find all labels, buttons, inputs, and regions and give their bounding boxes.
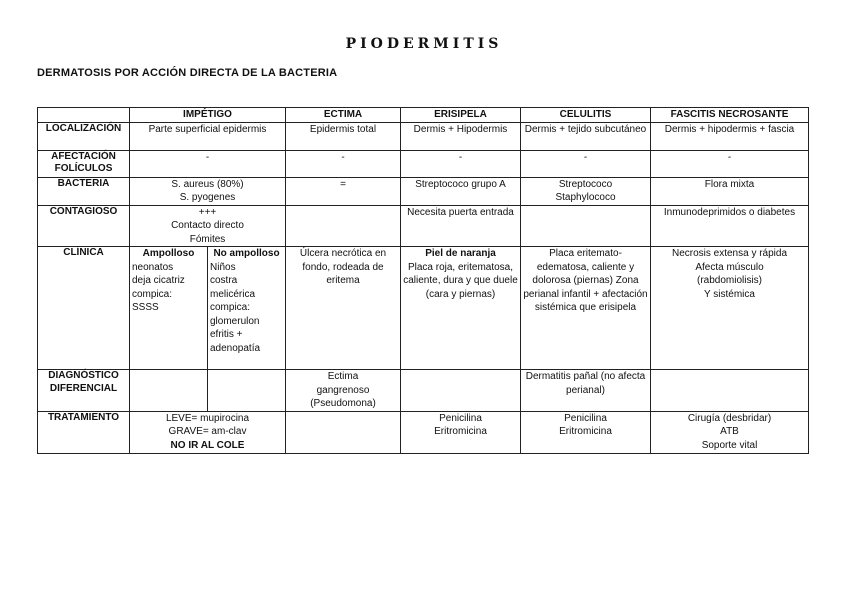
cell-contagioso-impetigo (130, 205, 286, 247)
diagnostico-ectima-line: (Pseudomona) (310, 398, 376, 409)
cell-afectacion-impetigo: - (130, 150, 286, 177)
cell-tratamiento-impetigo (130, 411, 286, 453)
row-contagioso (38, 205, 809, 247)
row-label-clinica: CLÍNICA (38, 247, 130, 370)
clinica-no-ampolloso-line: adenopatía (210, 342, 261, 354)
cell-localizacion-erisipela: Dermis + Hipodermis (401, 122, 521, 150)
cell-diagnostico-impetigo-b (208, 370, 286, 412)
cell-bacteria-celulitis (521, 177, 651, 205)
clinica-ampolloso-line: neonatos (132, 261, 174, 273)
row-bacteria (38, 177, 809, 205)
clinica-ampolloso-line: compica: (132, 288, 173, 300)
cell-afectacion-erisipela: - (401, 150, 521, 177)
clinica-ampolloso-title: Ampolloso (142, 248, 195, 259)
col-header-ectima: ECTIMA (286, 108, 401, 123)
clinica-fascitis-line: (rabdomiolisis) (696, 275, 762, 286)
clinica-ampolloso-line: deja cicatriz (132, 275, 185, 286)
cell-contagioso-fascitis: Inmunodeprimidos o diabetes (651, 205, 809, 247)
bacteria-impetigo-line: S. aureus (80%) (171, 178, 244, 190)
tratamiento-impetigo-line: LEVE= mupirocina (165, 412, 250, 424)
tratamiento-fascitis-line: Cirugía (desbridar) (687, 412, 772, 424)
clinica-no-ampolloso-line: costra (210, 275, 238, 286)
clinica-erisipela-text: Placa roja, eritematosa, caliente, dura y que duele (403, 261, 518, 286)
row-label-afectacion: AFECTACIÓN FOLÍCULOS (38, 150, 130, 177)
contagioso-impetigo-line: Contacto directo (171, 220, 244, 231)
clinica-ampolloso-line: SSSS (132, 302, 159, 313)
clinica-no-ampolloso-line: compica: (210, 302, 251, 313)
cell-diagnostico-fascitis (651, 370, 809, 412)
col-header-celulitis: CELULITIS (521, 108, 651, 123)
cell-bacteria-impetigo (130, 177, 286, 205)
cell-contagioso-ectima (286, 205, 401, 247)
cell-tratamiento-ectima (286, 411, 401, 453)
cell-contagioso-celulitis (521, 205, 651, 247)
col-header-fascitis: FASCITIS NECROSANTE (651, 108, 809, 123)
cell-clinica-fascitis (651, 247, 809, 370)
cell-tratamiento-fascitis (651, 411, 809, 453)
page-title: PIODERMITIS (345, 36, 503, 52)
tratamiento-erisipela-line: Eritromicina (434, 426, 487, 437)
clinica-fascitis-line: Afecta músculo (695, 261, 764, 273)
clinica-no-ampolloso-line: efritis + (210, 329, 243, 340)
cell-tratamiento-celulitis (521, 411, 651, 453)
clinica-no-ampolloso-title: No ampolloso (213, 248, 280, 259)
row-diagnostico (38, 370, 809, 412)
row-label-diagnostico: DIAGNÓSTICO DIFERENCIAL (38, 370, 130, 412)
row-label-contagioso: CONTAGIOSO (38, 205, 130, 247)
cell-diagnostico-celulitis: Dermatitis pañal (no afecta perianal) (521, 370, 651, 412)
cell-localizacion-ectima: Epidermis total (286, 122, 401, 150)
clinica-no-ampolloso-line: Niños (210, 261, 236, 273)
corner-cell (38, 108, 130, 123)
cell-contagioso-erisipela: Necesita puerta entrada (401, 205, 521, 247)
cell-clinica-erisipela (401, 247, 521, 370)
cell-clinica-impetigo-ampolloso (130, 247, 208, 370)
cell-diagnostico-ectima (286, 370, 401, 412)
cell-bacteria-fascitis: Flora mixta (651, 177, 809, 205)
clinica-erisipela-extra: (cara y piernas) (425, 288, 496, 300)
cell-afectacion-fascitis: - (651, 150, 809, 177)
cell-localizacion-impetigo: Parte superficial epidermis (130, 122, 286, 150)
cell-diagnostico-erisipela (401, 370, 521, 412)
contagioso-impetigo-line: Fómites (189, 233, 226, 245)
page-subtitle: DERMATOSIS POR ACCIÓN DIRECTA DE LA BACTERIA (37, 67, 338, 79)
cell-clinica-ectima: Úlcera necrótica en fondo, rodeada de eritema (286, 247, 401, 370)
clinica-fascitis-line: Y sistémica (704, 288, 755, 300)
col-header-erisipela: ERISIPELA (401, 108, 521, 123)
cell-bacteria-ectima: = (286, 177, 401, 205)
row-label-bacteria: BACTERIA (38, 177, 130, 205)
row-clinica (38, 247, 809, 370)
cell-localizacion-celulitis: Dermis + tejido subcutáneo (521, 122, 651, 150)
row-localizacion (38, 122, 809, 150)
tratamiento-celulitis-line: Eritromicina (559, 426, 612, 437)
clinica-fascitis-line: Necrosis extensa y rápida (671, 248, 788, 259)
diagnostico-ectima-line: Ectima (327, 371, 359, 382)
tratamiento-impetigo-line: GRAVE= am-clav (168, 426, 247, 437)
diagnostico-ectima-line: gangrenoso (316, 384, 370, 396)
cell-diagnostico-impetigo-a (130, 370, 208, 412)
row-label-localizacion: LOCALIZACIÓN (38, 122, 130, 150)
tratamiento-celulitis-line: Penicilina (564, 412, 607, 424)
cell-tratamiento-erisipela (401, 411, 521, 453)
tratamiento-fascitis-line: ATB (720, 426, 739, 437)
row-label-tratamiento: TRATAMIENTO (38, 411, 130, 453)
clinica-no-ampolloso-line: melicérica (210, 288, 256, 300)
col-header-impetigo: IMPÉTIGO (130, 108, 286, 123)
cell-clinica-celulitis: Placa eritemato-edematosa, caliente y dolorosa (piernas) Zona perianal infantil + afectación sistémica que erisipela (521, 247, 651, 370)
cell-afectacion-celulitis: - (521, 150, 651, 177)
header-row (38, 108, 809, 123)
bacteria-impetigo-line: S. pyogenes (179, 192, 236, 203)
cell-clinica-impetigo-no-ampolloso (208, 247, 286, 370)
bacteria-celulitis-line: Streptococo (558, 178, 613, 190)
row-afectacion (38, 150, 809, 177)
piodermitis-table (37, 107, 809, 454)
cell-afectacion-ectima: - (286, 150, 401, 177)
cell-localizacion-fascitis: Dermis + hipodermis + fascia (651, 122, 809, 150)
tratamiento-erisipela-line: Penicilina (439, 412, 482, 424)
bacteria-celulitis-line: Staphylococo (555, 192, 616, 203)
tratamiento-fascitis-line: Soporte vital (701, 439, 758, 451)
cell-bacteria-erisipela: Streptococo grupo A (401, 177, 521, 205)
clinica-no-ampolloso-line: glomerulon (210, 315, 260, 327)
tratamiento-impetigo-bold: NO IR AL COLE (170, 439, 245, 451)
contagioso-impetigo-line: +++ (198, 206, 217, 218)
row-tratamiento (38, 411, 809, 453)
clinica-erisipela-title: Piel de naranja (425, 248, 496, 259)
